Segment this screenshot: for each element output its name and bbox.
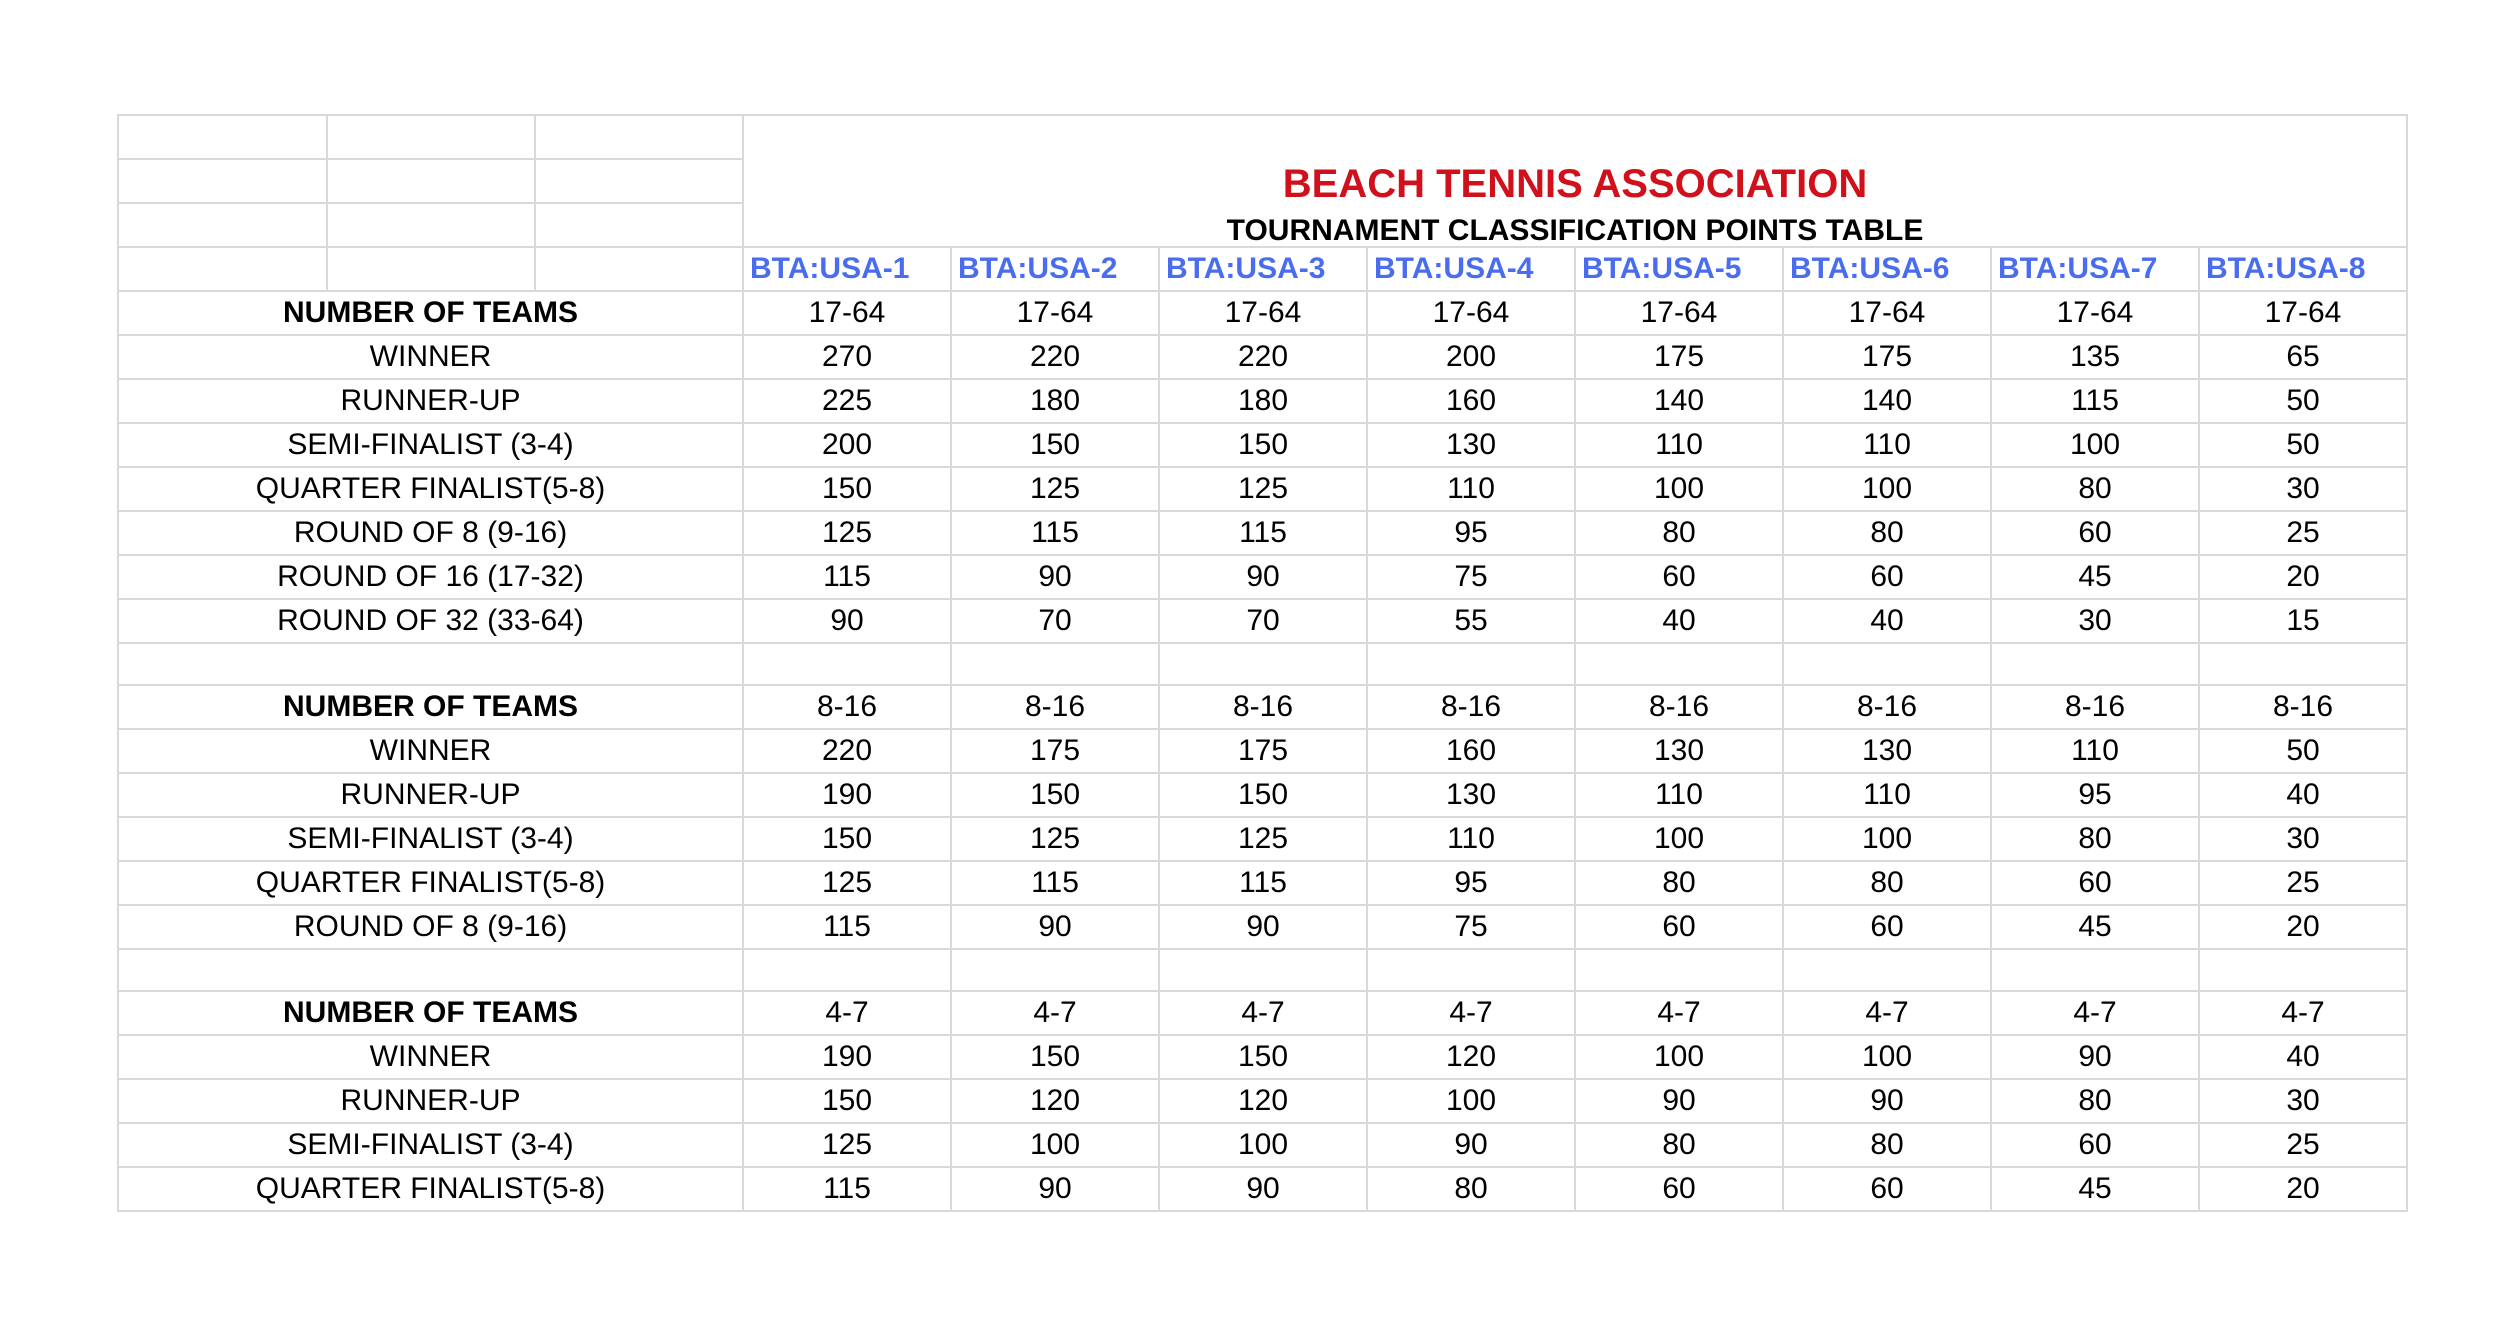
row-label[interactable]: QUARTER FINALIST(5-8) <box>118 1167 743 1211</box>
empty-cell[interactable] <box>118 115 327 159</box>
row-label[interactable]: ROUND OF 32 (33-64) <box>118 599 743 643</box>
empty-cell[interactable] <box>743 643 951 685</box>
empty-cell[interactable] <box>1991 949 2199 991</box>
points-cell[interactable]: 4-7 <box>743 991 951 1035</box>
empty-cell[interactable] <box>1367 949 1575 991</box>
points-cell[interactable]: 17-64 <box>2199 291 2407 335</box>
points-cell[interactable]: 40 <box>1783 599 1991 643</box>
points-cell[interactable]: 270 <box>743 335 951 379</box>
empty-cell[interactable] <box>327 115 535 159</box>
points-cell[interactable]: 120 <box>951 1079 1159 1123</box>
table-row <box>118 335 2407 379</box>
points-cell[interactable]: 125 <box>1159 817 1367 861</box>
points-cell[interactable]: 150 <box>743 467 951 511</box>
row-label[interactable]: WINNER <box>118 1035 743 1079</box>
points-cell[interactable]: 8-16 <box>1991 685 2199 729</box>
category-code[interactable]: BTA:USA-4 <box>1367 247 1575 291</box>
table-row <box>118 685 2407 729</box>
row-label[interactable]: ROUND OF 16 (17-32) <box>118 555 743 599</box>
points-cell[interactable]: 20 <box>2199 1167 2407 1211</box>
empty-cell[interactable] <box>535 247 743 291</box>
points-cell[interactable]: 80 <box>1991 467 2199 511</box>
points-cell[interactable]: 100 <box>1575 1035 1783 1079</box>
row-label[interactable]: RUNNER-UP <box>118 1079 743 1123</box>
points-cell[interactable]: 40 <box>1575 599 1783 643</box>
table-row <box>118 379 2407 423</box>
table-row <box>118 555 2407 599</box>
points-cell[interactable]: 60 <box>1991 1123 2199 1167</box>
empty-cell[interactable] <box>1783 643 1991 685</box>
points-cell[interactable]: 17-64 <box>743 291 951 335</box>
empty-cell[interactable] <box>327 247 535 291</box>
points-cell[interactable]: 110 <box>1991 729 2199 773</box>
category-code[interactable]: BTA:USA-6 <box>1783 247 1991 291</box>
points-cell[interactable]: 125 <box>1159 467 1367 511</box>
empty-cell[interactable] <box>951 643 1159 685</box>
points-cell[interactable]: 60 <box>1575 1167 1783 1211</box>
category-codes-row <box>118 247 2407 291</box>
points-cell[interactable]: 115 <box>1159 861 1367 905</box>
points-cell[interactable]: 150 <box>743 1079 951 1123</box>
points-cell[interactable]: 150 <box>951 1035 1159 1079</box>
points-cell[interactable]: 110 <box>1575 423 1783 467</box>
points-cell[interactable]: 120 <box>1159 1079 1367 1123</box>
points-cell[interactable]: 115 <box>951 861 1159 905</box>
points-cell[interactable]: 40 <box>2199 773 2407 817</box>
table-row <box>118 817 2407 861</box>
points-cell[interactable]: 25 <box>2199 511 2407 555</box>
points-cell[interactable]: 60 <box>1575 905 1783 949</box>
points-cell[interactable]: 8-16 <box>1575 685 1783 729</box>
points-cell[interactable]: 190 <box>743 1035 951 1079</box>
empty-cell[interactable] <box>118 949 743 991</box>
points-cell[interactable]: 75 <box>1367 555 1575 599</box>
points-cell[interactable]: 60 <box>1991 511 2199 555</box>
points-cell[interactable]: 110 <box>1783 773 1991 817</box>
points-cell[interactable]: 175 <box>1159 729 1367 773</box>
points-cell[interactable]: 8-16 <box>1783 685 1991 729</box>
points-cell[interactable]: 125 <box>743 511 951 555</box>
empty-cell[interactable] <box>1159 949 1367 991</box>
table-row <box>118 511 2407 555</box>
points-cell[interactable]: 8-16 <box>2199 685 2407 729</box>
row-label[interactable]: WINNER <box>118 335 743 379</box>
points-cell[interactable]: 100 <box>951 1123 1159 1167</box>
category-code[interactable]: BTA:USA-2 <box>951 247 1159 291</box>
category-code[interactable]: BTA:USA-7 <box>1991 247 2199 291</box>
points-cell[interactable]: 60 <box>1783 1167 1991 1211</box>
points-cell[interactable]: 8-16 <box>743 685 951 729</box>
points-cell[interactable]: 4-7 <box>1575 991 1783 1035</box>
category-code[interactable]: BTA:USA-8 <box>2199 247 2407 291</box>
table-row <box>118 991 2407 1035</box>
points-cell[interactable]: 80 <box>1783 511 1991 555</box>
points-cell[interactable]: 150 <box>1159 1035 1367 1079</box>
row-label[interactable]: SEMI-FINALIST (3-4) <box>118 1123 743 1167</box>
points-cell[interactable]: 90 <box>1367 1123 1575 1167</box>
empty-cell[interactable] <box>118 247 327 291</box>
table-row <box>118 599 2407 643</box>
empty-cell[interactable] <box>1575 643 1783 685</box>
table-row <box>118 423 2407 467</box>
empty-cell[interactable] <box>327 203 535 247</box>
points-cell[interactable]: 150 <box>743 817 951 861</box>
points-cell[interactable]: 130 <box>1367 423 1575 467</box>
points-cell[interactable]: 200 <box>743 423 951 467</box>
points-cell[interactable]: 30 <box>1991 599 2199 643</box>
points-cell[interactable]: 200 <box>1367 335 1575 379</box>
points-cell[interactable]: 160 <box>1367 379 1575 423</box>
points-cell[interactable]: 30 <box>2199 467 2407 511</box>
points-cell[interactable]: 175 <box>1575 335 1783 379</box>
points-cell[interactable]: 30 <box>2199 817 2407 861</box>
points-cell[interactable]: 110 <box>1783 423 1991 467</box>
empty-cell[interactable] <box>535 203 743 247</box>
row-label[interactable]: ROUND OF 8 (9-16) <box>118 511 743 555</box>
empty-cell[interactable] <box>743 949 951 991</box>
points-cell[interactable]: 60 <box>1783 905 1991 949</box>
table-row <box>118 1167 2407 1211</box>
points-cell[interactable]: 100 <box>1783 467 1991 511</box>
points-cell[interactable]: 140 <box>1575 379 1783 423</box>
points-cell[interactable]: 110 <box>1367 467 1575 511</box>
points-cell[interactable]: 115 <box>1991 379 2199 423</box>
empty-cell[interactable] <box>1783 949 1991 991</box>
empty-cell[interactable] <box>1575 949 1783 991</box>
table-row <box>118 773 2407 817</box>
table-row <box>118 1123 2407 1167</box>
points-cell[interactable]: 50 <box>2199 423 2407 467</box>
points-cell[interactable]: 175 <box>1783 335 1991 379</box>
points-cell[interactable]: 175 <box>951 729 1159 773</box>
points-cell[interactable]: 190 <box>743 773 951 817</box>
points-cell[interactable]: 90 <box>1159 1167 1367 1211</box>
points-cell[interactable]: 70 <box>1159 599 1367 643</box>
points-cell[interactable]: 80 <box>1575 1123 1783 1167</box>
points-cell[interactable]: 90 <box>1159 905 1367 949</box>
points-cell[interactable]: 95 <box>1367 511 1575 555</box>
empty-cell[interactable] <box>535 159 743 203</box>
points-cell[interactable]: 17-64 <box>1991 291 2199 335</box>
points-cell[interactable]: 4-7 <box>1159 991 1367 1035</box>
points-cell[interactable]: 8-16 <box>1159 685 1367 729</box>
points-cell[interactable]: 15 <box>2199 599 2407 643</box>
row-label[interactable]: SEMI-FINALIST (3-4) <box>118 817 743 861</box>
points-cell[interactable]: 60 <box>1575 555 1783 599</box>
points-cell[interactable]: 50 <box>2199 729 2407 773</box>
points-cell[interactable]: 125 <box>951 817 1159 861</box>
points-cell[interactable]: 25 <box>2199 861 2407 905</box>
points-cell[interactable]: 20 <box>2199 905 2407 949</box>
row-label[interactable]: NUMBER OF TEAMS <box>118 291 743 335</box>
points-cell[interactable]: 220 <box>743 729 951 773</box>
row-label[interactable]: ROUND OF 8 (9-16) <box>118 905 743 949</box>
points-cell[interactable]: 25 <box>2199 1123 2407 1167</box>
row-label[interactable]: RUNNER-UP <box>118 379 743 423</box>
empty-cell[interactable] <box>2199 949 2407 991</box>
points-cell[interactable]: 75 <box>1367 905 1575 949</box>
points-cell[interactable]: 115 <box>743 555 951 599</box>
table-row <box>118 1079 2407 1123</box>
table-row <box>118 729 2407 773</box>
points-table <box>117 114 2408 1212</box>
points-cell[interactable]: 150 <box>1159 423 1367 467</box>
points-cell[interactable]: 45 <box>1991 555 2199 599</box>
category-code[interactable]: BTA:USA-3 <box>1159 247 1367 291</box>
points-cell[interactable]: 80 <box>1991 817 2199 861</box>
points-cell[interactable]: 8-16 <box>1367 685 1575 729</box>
points-cell[interactable]: 17-64 <box>951 291 1159 335</box>
points-cell[interactable]: 90 <box>1575 1079 1783 1123</box>
points-cell[interactable]: 95 <box>1991 773 2199 817</box>
points-cell[interactable]: 100 <box>1783 1035 1991 1079</box>
points-cell[interactable]: 4-7 <box>951 991 1159 1035</box>
points-cell[interactable]: 95 <box>1367 861 1575 905</box>
points-cell[interactable]: 70 <box>951 599 1159 643</box>
points-cell[interactable]: 4-7 <box>1783 991 1991 1035</box>
points-cell[interactable]: 4-7 <box>1991 991 2199 1035</box>
points-cell[interactable]: 50 <box>2199 379 2407 423</box>
points-cell[interactable]: 110 <box>1367 817 1575 861</box>
table-title[interactable]: BEACH TENNIS ASSOCIATION <box>743 115 2407 203</box>
points-cell[interactable]: 90 <box>951 555 1159 599</box>
table-row <box>118 861 2407 905</box>
empty-cell[interactable] <box>327 159 535 203</box>
blank-row <box>118 643 2407 685</box>
points-cell[interactable]: 8-16 <box>951 685 1159 729</box>
points-cell[interactable]: 100 <box>1991 423 2199 467</box>
points-cell[interactable]: 80 <box>1783 861 1991 905</box>
points-cell[interactable]: 90 <box>1991 1035 2199 1079</box>
row-label[interactable]: QUARTER FINALIST(5-8) <box>118 861 743 905</box>
empty-cell[interactable] <box>1367 643 1575 685</box>
points-cell[interactable]: 80 <box>1783 1123 1991 1167</box>
points-cell[interactable]: 180 <box>951 379 1159 423</box>
points-cell[interactable]: 220 <box>951 335 1159 379</box>
points-cell[interactable]: 225 <box>743 379 951 423</box>
table-row <box>118 291 2407 335</box>
points-cell[interactable]: 90 <box>1159 555 1367 599</box>
points-cell[interactable]: 115 <box>743 905 951 949</box>
empty-cell[interactable] <box>118 643 743 685</box>
points-cell[interactable]: 100 <box>1367 1079 1575 1123</box>
points-cell[interactable]: 125 <box>951 467 1159 511</box>
points-cell[interactable]: 4-7 <box>2199 991 2407 1035</box>
row-label[interactable]: SEMI-FINALIST (3-4) <box>118 423 743 467</box>
category-code[interactable]: BTA:USA-1 <box>743 247 951 291</box>
points-cell[interactable]: 115 <box>951 511 1159 555</box>
table-row <box>118 467 2407 511</box>
points-cell[interactable]: 40 <box>2199 1035 2407 1079</box>
points-cell[interactable]: 17-64 <box>1367 291 1575 335</box>
points-cell[interactable]: 100 <box>1575 817 1783 861</box>
points-cell[interactable]: 80 <box>1367 1167 1575 1211</box>
points-cell[interactable]: 17-64 <box>1783 291 1991 335</box>
empty-cell[interactable] <box>1159 643 1367 685</box>
points-cell[interactable]: 120 <box>1367 1035 1575 1079</box>
points-cell[interactable]: 90 <box>951 905 1159 949</box>
points-cell[interactable]: 80 <box>1575 861 1783 905</box>
row-label[interactable]: RUNNER-UP <box>118 773 743 817</box>
points-cell[interactable]: 100 <box>1159 1123 1367 1167</box>
points-cell[interactable]: 110 <box>1575 773 1783 817</box>
row-label[interactable]: WINNER <box>118 729 743 773</box>
points-cell[interactable]: 100 <box>1575 467 1783 511</box>
points-cell[interactable]: 130 <box>1575 729 1783 773</box>
empty-cell[interactable] <box>535 115 743 159</box>
points-cell[interactable]: 150 <box>951 423 1159 467</box>
points-cell[interactable]: 80 <box>1991 1079 2199 1123</box>
row-label[interactable]: NUMBER OF TEAMS <box>118 685 743 729</box>
points-cell[interactable]: 60 <box>1783 555 1991 599</box>
points-cell[interactable]: 220 <box>1159 335 1367 379</box>
points-cell[interactable]: 100 <box>1783 817 1991 861</box>
points-cell[interactable]: 17-64 <box>1159 291 1367 335</box>
table-subtitle[interactable]: TOURNAMENT CLASSIFICATION POINTS TABLE <box>743 203 2407 247</box>
points-cell[interactable]: 135 <box>1991 335 2199 379</box>
points-cell[interactable]: 45 <box>1991 1167 2199 1211</box>
points-cell[interactable]: 115 <box>743 1167 951 1211</box>
points-cell[interactable]: 130 <box>1367 773 1575 817</box>
points-cell[interactable]: 65 <box>2199 335 2407 379</box>
points-cell[interactable]: 140 <box>1783 379 1991 423</box>
category-code[interactable]: BTA:USA-5 <box>1575 247 1783 291</box>
empty-cell[interactable] <box>2199 643 2407 685</box>
empty-cell[interactable] <box>951 949 1159 991</box>
points-cell[interactable]: 160 <box>1367 729 1575 773</box>
points-cell[interactable]: 180 <box>1159 379 1367 423</box>
points-cell[interactable]: 150 <box>951 773 1159 817</box>
points-cell[interactable]: 20 <box>2199 555 2407 599</box>
table-row <box>118 1035 2407 1079</box>
points-cell[interactable]: 90 <box>951 1167 1159 1211</box>
points-cell[interactable]: 45 <box>1991 905 2199 949</box>
blank-row <box>118 949 2407 991</box>
points-cell[interactable]: 17-64 <box>1575 291 1783 335</box>
points-cell[interactable]: 125 <box>743 861 951 905</box>
points-cell[interactable]: 90 <box>743 599 951 643</box>
points-cell[interactable]: 55 <box>1367 599 1575 643</box>
points-cell[interactable]: 150 <box>1159 773 1367 817</box>
empty-cell[interactable] <box>118 203 327 247</box>
points-cell[interactable]: 30 <box>2199 1079 2407 1123</box>
points-cell[interactable]: 4-7 <box>1367 991 1575 1035</box>
table-body <box>118 115 2407 1211</box>
points-cell[interactable]: 80 <box>1575 511 1783 555</box>
row-label[interactable]: NUMBER OF TEAMS <box>118 991 743 1035</box>
points-cell[interactable]: 60 <box>1991 861 2199 905</box>
points-cell[interactable]: 130 <box>1783 729 1991 773</box>
empty-cell[interactable] <box>118 159 327 203</box>
empty-cell[interactable] <box>1991 643 2199 685</box>
points-cell[interactable]: 90 <box>1783 1079 1991 1123</box>
points-cell[interactable]: 125 <box>743 1123 951 1167</box>
row-label[interactable]: QUARTER FINALIST(5-8) <box>118 467 743 511</box>
points-cell[interactable]: 115 <box>1159 511 1367 555</box>
table-row <box>118 905 2407 949</box>
